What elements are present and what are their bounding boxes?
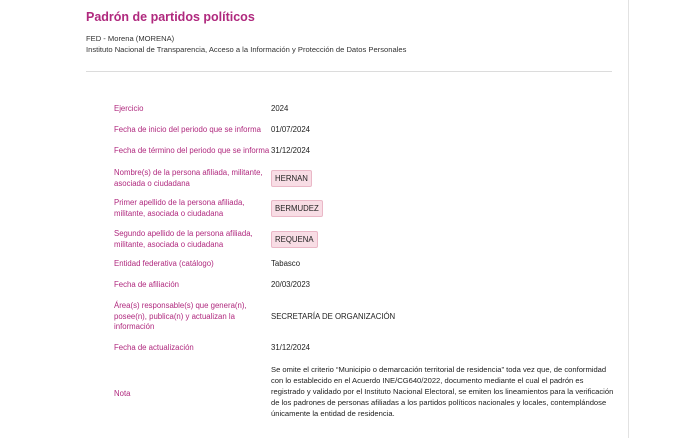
nota-text: Se omite el criterio “Municipio o demarcación territorial de residencia” toda vez que, de conformidad con lo establecido en el Acuerdo INE/CG640/2022, documento mediante el cual el padrón es registrado y validado por el Instituto Nacional Electoral, se emiten los lineamientos para la verificación de los padrones de personas afiliadas a los partidos políticos nacionales y locales, contemplándose únicamente la entidad de residencia. bbox=[271, 365, 614, 418]
ejercicio-value: 2024 bbox=[271, 104, 289, 113]
ejercicio-label: Ejercicio bbox=[114, 104, 144, 113]
fecha-termino-value: 31/12/2024 bbox=[271, 146, 311, 155]
fecha-inicio-value: 01/07/2024 bbox=[271, 125, 311, 134]
nombres-label: Nombre(s) de la persona afiliada, militante, asociada o ciudadana bbox=[114, 168, 263, 188]
institute-name: Instituto Nacional de Transparencia, Acceso a la Información y Protección de Datos Personales bbox=[86, 45, 407, 54]
nota-label: Nota bbox=[114, 389, 131, 398]
area-responsable-value: SECRETARÍA DE ORGANIZACIÓN bbox=[271, 312, 396, 321]
segundo-apellido-value: REQUENA bbox=[271, 231, 318, 248]
party-name: FED - Morena (MORENA) bbox=[86, 34, 175, 43]
segundo-apellido-label: Segundo apellido de la persona afiliada, militante, asociada o ciudadana bbox=[114, 229, 253, 249]
fecha-actualizacion-label: Fecha de actualización bbox=[114, 343, 194, 352]
primer-apellido-value: BERMUDEZ bbox=[271, 200, 323, 217]
fecha-afiliacion-label: Fecha de afiliación bbox=[114, 280, 180, 289]
page-title: Padrón de partidos políticos bbox=[86, 10, 255, 24]
header-divider bbox=[86, 71, 612, 72]
entidad-value: Tabasco bbox=[271, 259, 301, 268]
primer-apellido-label: Primer apellido de la persona afiliada, militante, asociada o ciudadana bbox=[114, 198, 245, 218]
nombres-value: HERNAN bbox=[271, 170, 312, 187]
area-responsable-label: Área(s) responsable(s) que genera(n), posee(n), publica(n) y actualizan la información bbox=[114, 301, 247, 332]
fecha-inicio-label: Fecha de inicio del periodo que se informa bbox=[114, 125, 261, 134]
fecha-termino-label: Fecha de término del periodo que se informa bbox=[114, 146, 270, 155]
right-border-line bbox=[628, 0, 629, 438]
entidad-label: Entidad federativa (catálogo) bbox=[114, 259, 214, 268]
fecha-actualizacion-value: 31/12/2024 bbox=[271, 343, 311, 352]
fecha-afiliacion-value: 20/03/2023 bbox=[271, 280, 311, 289]
